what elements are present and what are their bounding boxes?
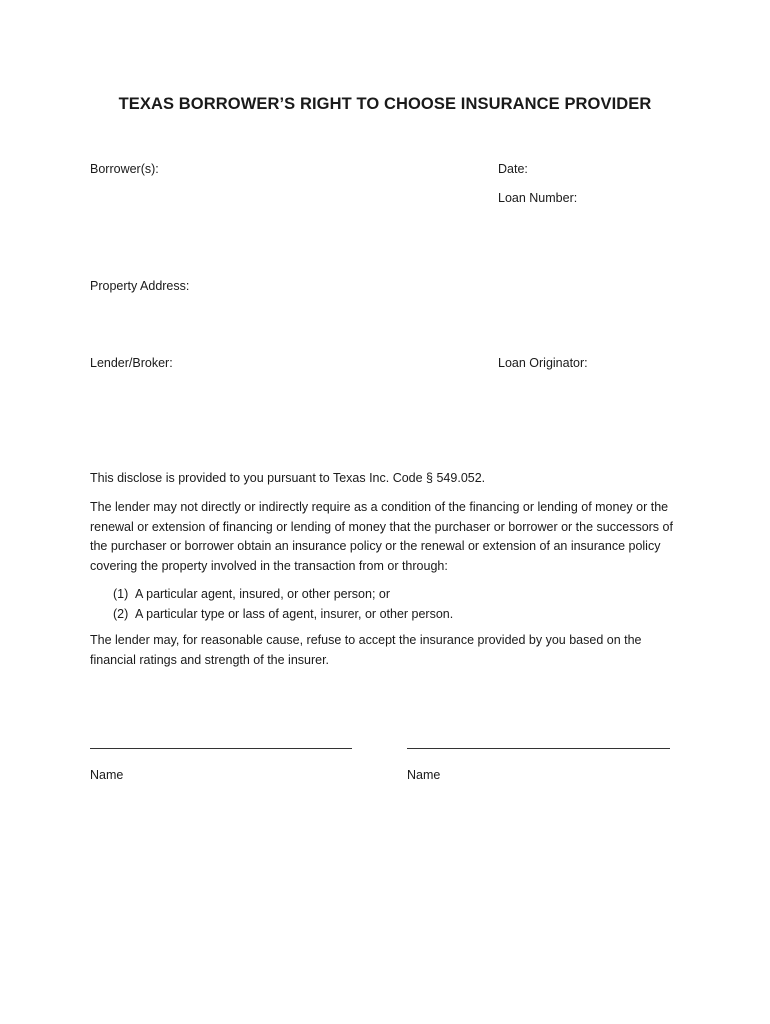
borrowers-label: Borrower(s):: [90, 162, 159, 176]
list-item-number: (2): [113, 606, 129, 621]
restriction-list: [113, 585, 673, 624]
date-label: Date:: [498, 162, 528, 176]
list-item: [113, 585, 673, 605]
signature-line-right: [407, 748, 670, 749]
lender-broker-label: Lender/Broker:: [90, 356, 173, 370]
signature-line-left: [90, 748, 352, 749]
list-item-text: A particular type or lass of agent, insurer, or other person.: [135, 606, 454, 621]
reasonable-cause-paragraph: The lender may, for reasonable cause, refuse to accept the insurance provided by you based on the financial ratings and strength of the insurer.: [90, 633, 642, 667]
signature-name-label-right: Name: [407, 768, 441, 782]
list-item-text: A particular agent, insured, or other person; or: [135, 587, 391, 601]
document-title: TEXAS BORROWER’S RIGHT TO CHOOSE INSURANCE PROVIDER: [118, 95, 652, 113]
lender-requirement-paragraph: The lender may not directly or indirectly require as a condition of the financing or lending of money or the renewal or extension of financing or lending of money that the purchaser or borrower or the successors of the purchaser or borrower obtain an insurance policy or the renewal or extension of an insurance policy covering the property involved in the transaction from or through:: [90, 500, 673, 573]
list-item-number: (1): [113, 587, 129, 601]
property-address-label: Property Address:: [90, 279, 190, 293]
list-item: [113, 605, 673, 625]
signature-name-label-left: Name: [90, 768, 124, 782]
disclosure-paragraph: This disclose is provided to you pursuant to Texas Inc. Code § 549.052.: [90, 471, 486, 485]
loan-originator-label: Loan Originator:: [498, 356, 588, 370]
loan-number-label: Loan Number:: [498, 191, 578, 205]
